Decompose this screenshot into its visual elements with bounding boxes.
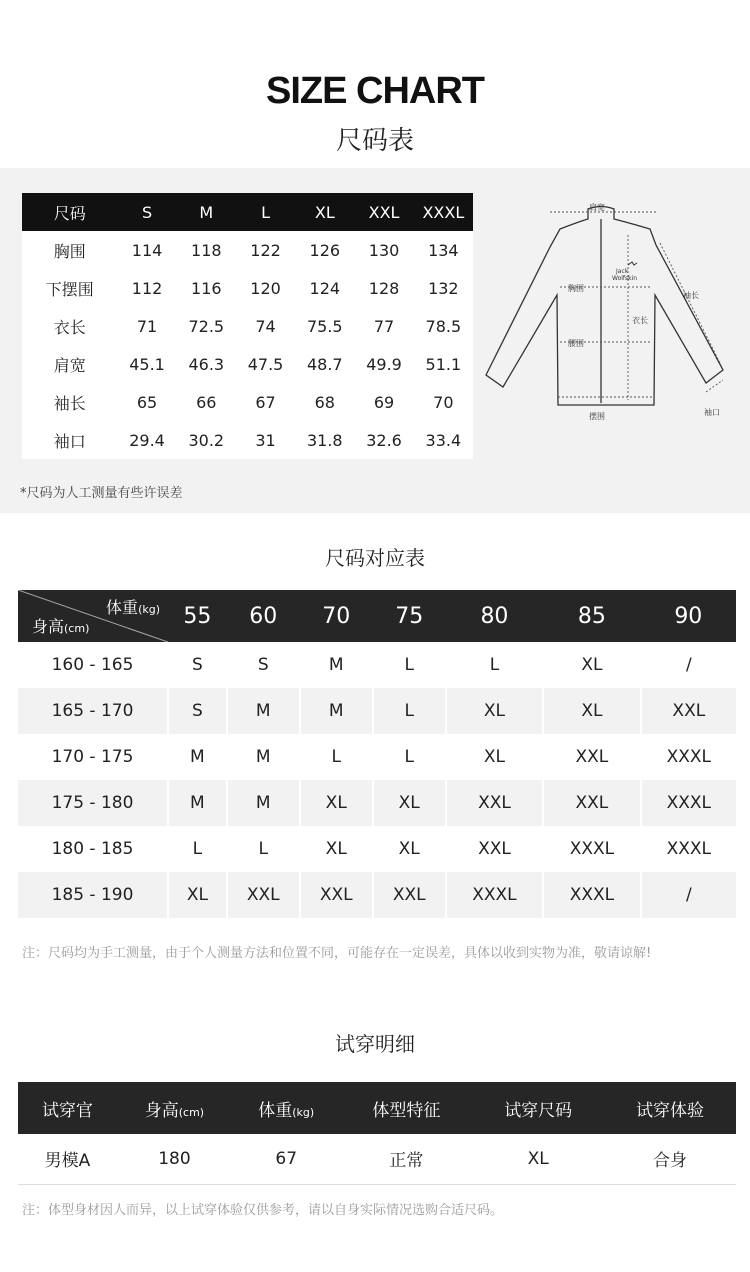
size-cell: M <box>227 780 300 826</box>
measure-value: 75.5 <box>306 316 343 336</box>
size-correspondence-table <box>18 590 736 918</box>
measurement-note: *尺码为人工测量有些许误差 <box>20 486 183 501</box>
measure-value: 67 <box>255 392 276 412</box>
weight-col-header: 70 <box>300 590 373 642</box>
measure-value: 33.4 <box>425 430 462 450</box>
weight-col-header: 90 <box>641 590 736 642</box>
measure-value: 120 <box>250 278 281 298</box>
diagram-label-sleeve: 袖长 <box>683 291 699 300</box>
measure-value: 70 <box>433 392 454 412</box>
size-cell: L <box>373 734 446 780</box>
correspondence-title: 尺码对应表 <box>325 546 425 570</box>
size-col-header: 尺码 <box>22 193 117 231</box>
size-cell: S <box>168 688 227 734</box>
diagram-label-waist: 腰围 <box>568 339 584 348</box>
jacket-diagram <box>478 195 738 430</box>
measure-label: 胸围 <box>53 241 86 261</box>
header-corner <box>18 590 168 642</box>
fit-cell: XL <box>472 1134 604 1184</box>
size-cell: L <box>373 688 446 734</box>
fit-col-header: 体型特征 <box>340 1082 472 1134</box>
measure-value: 126 <box>309 240 341 260</box>
measure-value: 69 <box>373 392 395 412</box>
weight-header: 体重(kg) <box>106 598 160 617</box>
size-cell: L <box>373 642 446 688</box>
table-row <box>22 269 473 307</box>
size-col-header: M <box>177 193 236 231</box>
size-cell: L <box>300 734 373 780</box>
size-cell: M <box>227 734 300 780</box>
size-cell: M <box>300 688 373 734</box>
size-cell: XL <box>168 872 227 918</box>
size-cell: XXL <box>641 688 736 734</box>
size-cell: XXL <box>543 780 640 826</box>
measure-label: 袖长 <box>53 393 86 413</box>
height-range: 170 - 175 <box>51 747 134 767</box>
weight-col-header: 55 <box>168 590 227 642</box>
size-cell: S <box>168 642 227 688</box>
measure-value: 31 <box>255 430 276 450</box>
measure-label: 肩宽 <box>53 355 86 375</box>
height-range: 165 - 170 <box>18 688 168 734</box>
size-cell: XXL <box>227 872 300 918</box>
fitting-title: 试穿明细 <box>335 1032 415 1056</box>
measure-value: 51.1 <box>425 354 462 374</box>
size-cell: M <box>168 734 227 780</box>
size-cell: S <box>227 642 300 688</box>
size-cell: XL <box>300 780 373 826</box>
fit-col-header: 试穿尺码 <box>472 1082 604 1134</box>
size-cell: XL <box>543 642 640 688</box>
measure-value: 71 <box>136 316 158 336</box>
measure-value: 134 <box>428 240 459 260</box>
measure-value: 32.6 <box>366 430 402 450</box>
measure-value: 112 <box>131 278 163 298</box>
size-cell: XXL <box>373 872 446 918</box>
size-cell: XXL <box>446 826 543 872</box>
size-cell: XL <box>543 688 640 734</box>
height-range: 180 - 185 <box>51 839 134 859</box>
paw-logo-icon <box>628 262 637 265</box>
measure-label: 下摆围 <box>45 279 94 299</box>
table-row <box>22 231 473 269</box>
size-cell: L <box>446 642 543 688</box>
measure-value: 72.5 <box>188 316 225 336</box>
correspondence-header-row <box>18 590 736 642</box>
fit-cell: 67 <box>232 1134 340 1184</box>
height-header: 身高(cm) <box>32 617 90 636</box>
fit-col-header: 试穿官 <box>18 1082 117 1134</box>
table-row <box>18 826 736 872</box>
table-row <box>18 688 736 734</box>
weight-col-header: 60 <box>227 590 300 642</box>
measure-value: 114 <box>131 240 163 260</box>
size-cell: XXL <box>300 872 373 918</box>
measure-value: 74 <box>255 316 276 336</box>
fit-cell: 男模A <box>18 1134 117 1184</box>
measure-value: 116 <box>191 278 222 298</box>
diagram-label-chest: 胸围 <box>568 284 584 293</box>
size-chart-header-row <box>22 193 473 231</box>
measure-value: 65 <box>136 392 158 412</box>
logo-text-line2: Wolfskin <box>612 275 638 282</box>
measure-value: 31.8 <box>306 430 343 450</box>
height-range: 175 - 180 <box>18 780 168 826</box>
weight-col-header: 80 <box>446 590 543 642</box>
table-row <box>18 734 736 780</box>
size-cell: XXXL <box>543 826 640 872</box>
size-cell: M <box>227 688 300 734</box>
size-cell: XXXL <box>641 826 736 872</box>
size-cell: XXL <box>543 734 640 780</box>
title-english: SIZE CHART <box>266 70 484 112</box>
measure-value: 49.9 <box>366 354 402 374</box>
table-row <box>22 421 473 459</box>
measure-value: 122 <box>250 240 281 260</box>
fit-cell: 正常 <box>340 1134 472 1184</box>
diagram-label-hem: 摆围 <box>589 412 605 421</box>
measure-value: 77 <box>373 316 395 336</box>
diagram-label-length: 衣长 <box>632 316 648 325</box>
size-col-header: XXXL <box>414 193 473 231</box>
size-col-header: XXL <box>354 193 413 231</box>
title-chinese: 尺码表 <box>335 126 414 156</box>
fit-col-header: 身高(cm) <box>117 1082 232 1134</box>
size-cell: XL <box>373 826 446 872</box>
size-cell: XL <box>373 780 446 826</box>
fit-cell: 合身 <box>604 1134 736 1184</box>
fit-cell: 180 <box>117 1134 232 1184</box>
size-cell: M <box>168 780 227 826</box>
fitting-header-row <box>18 1082 736 1134</box>
size-cell: L <box>168 826 227 872</box>
measure-value: 66 <box>196 392 217 412</box>
size-cell: / <box>641 872 736 918</box>
table-row <box>18 642 736 688</box>
correspondence-note: 注：尺码均为手工测量，由于个人测量方法和位置不同，可能存在一定误差，具体以收到实物为准，敬请谅解! <box>22 946 652 961</box>
measure-value: 132 <box>428 278 459 298</box>
height-range: 185 - 190 <box>18 872 168 918</box>
size-col-header: S <box>117 193 176 231</box>
size-cell: / <box>641 642 736 688</box>
measure-label: 衣长 <box>53 317 86 337</box>
size-cell: XL <box>300 826 373 872</box>
table-row <box>22 345 473 383</box>
measure-label: 袖口 <box>53 431 86 451</box>
size-cell: XXXL <box>641 780 736 826</box>
weight-col-header: 75 <box>373 590 446 642</box>
size-cell: L <box>227 826 300 872</box>
size-cell: XXXL <box>641 734 736 780</box>
size-cell: M <box>300 642 373 688</box>
size-col-header: XL <box>295 193 354 231</box>
measure-value: 130 <box>368 240 400 260</box>
size-cell: XXXL <box>446 872 543 918</box>
measure-value: 46.3 <box>188 354 225 374</box>
size-cell: XXXL <box>543 872 640 918</box>
height-range: 160 - 165 <box>51 655 134 675</box>
measure-value: 45.1 <box>129 354 165 374</box>
measure-value: 118 <box>191 240 222 260</box>
logo-text-line1: Jack <box>616 268 629 275</box>
diagram-label-shoulder: 肩宽 <box>589 203 605 212</box>
table-row <box>18 872 736 918</box>
measure-value: 78.5 <box>425 316 462 336</box>
size-cell: XXL <box>446 780 543 826</box>
size-cell: XL <box>446 688 543 734</box>
measure-value: 29.4 <box>129 430 165 450</box>
size-cell: XL <box>446 734 543 780</box>
table-row <box>18 1134 736 1184</box>
fitting-table <box>18 1082 736 1185</box>
table-row <box>22 307 473 345</box>
measure-value: 68 <box>314 392 335 412</box>
measure-value: 48.7 <box>306 354 343 374</box>
measure-value: 47.5 <box>247 354 284 374</box>
fit-col-header: 体重(kg) <box>232 1082 340 1134</box>
measure-value: 124 <box>309 278 341 298</box>
size-col-header: L <box>236 193 295 231</box>
measure-value: 128 <box>368 278 400 298</box>
fit-col-header: 试穿体验 <box>604 1082 736 1134</box>
size-chart-table <box>22 193 473 459</box>
diagram-label-cuff: 袖口 <box>704 408 720 417</box>
weight-col-header: 85 <box>543 590 640 642</box>
measure-value: 30.2 <box>188 430 225 450</box>
fitting-note: 注：体型身材因人而异，以上试穿体验仅供参考，请以自身实际情况选购合适尺码。 <box>22 1203 504 1218</box>
table-row <box>18 780 736 826</box>
table-row <box>22 383 473 421</box>
